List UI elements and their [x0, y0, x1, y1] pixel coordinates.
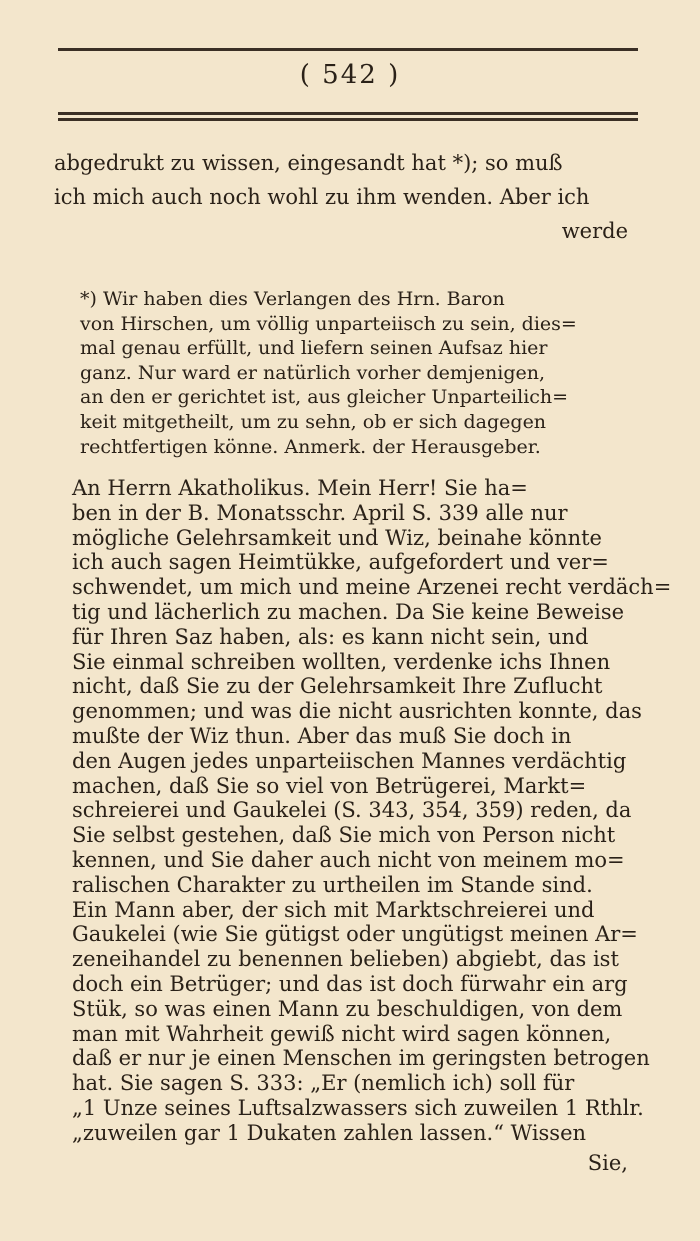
footnote-line: ganz. Nur ward er natürlich vorher demjenigen, — [80, 361, 546, 384]
body-line: Sie selbst gestehen, daß Sie mich von Person nicht — [72, 823, 616, 848]
body-line: Sie einmal schreiben wollten, verdenke ichs Ihnen — [72, 649, 611, 674]
body-line: nicht, daß Sie zu der Gelehrsamkeit Ihre Zuflucht — [72, 674, 603, 699]
footnote-line: von Hirschen, um völlig unparteiisch zu sein, dies= — [80, 312, 577, 335]
body-line: „zuweilen gar 1 Dukaten zahlen lassen.“ Wissen — [72, 1120, 587, 1145]
body-line: hat. Sie sagen S. 333: „Er (nemlich ich) soll für — [72, 1071, 575, 1096]
body-line: schreierei und Gaukelei (S. 343, 354, 359) reden, da — [72, 798, 632, 823]
body-line: genommen; und was die nicht ausrichten konnte, das — [72, 699, 642, 724]
body-line: ich auch sagen Heimtükke, aufgefordert und ver= — [72, 550, 609, 575]
body-line: zeneihandel zu benennen belieben) abgiebt, das ist — [72, 947, 619, 972]
body-line: den Augen jedes unparteiischen Mannes verdächtig — [72, 748, 627, 773]
footnote-line: *) Wir haben dies Verlangen des Hrn. Baron — [80, 288, 505, 310]
body-line: Ein Mann aber, der sich mit Marktschreierei und — [72, 897, 595, 922]
header-rule-double-1 — [58, 112, 638, 115]
main-line: werde — [561, 219, 628, 243]
footnote-line: rechtfertigen könne. Anmerk. der Herausgeber. — [80, 435, 541, 458]
body-line: mußte der Wiz thun. Aber das muß Sie doch in — [72, 724, 572, 748]
footnote-line: keit mitgetheilt, um zu sehn, ob er sich dagegen — [80, 411, 547, 433]
catchword: Sie, — [587, 1151, 628, 1175]
body-line: Gaukelei (wie Sie gütigst oder ungütigst meinen Ar= — [72, 922, 638, 947]
body-line: An Herrn Akatholikus. Mein Herr! Sie ha= — [72, 476, 528, 500]
main-line: ich mich auch noch wohl zu ihm wenden. Aber ich — [54, 185, 590, 209]
header-rule-top — [58, 48, 638, 51]
body-line: daß er nur je einen Menschen im geringsten betrogen — [72, 1046, 650, 1071]
body-line: mögliche Gelehrsamkeit und Wiz, beinahe könnte — [72, 525, 602, 550]
body-line: ralischen Charakter zu urtheilen im Stande sind. — [72, 872, 593, 897]
footnote-line: an den er gerichtet ist, aus gleicher Unparteilich= — [80, 386, 569, 409]
body-line: ben in der B. Monatsschr. April S. 339 alle nur — [72, 500, 568, 525]
page-number: ( 542 ) — [299, 60, 401, 90]
header-rule-double-2 — [58, 118, 638, 121]
body-line: doch ein Betrüger; und das ist doch fürwahr ein arg — [72, 972, 628, 996]
body-line: für Ihren Saz haben, als: es kann nicht sein, und — [72, 624, 589, 649]
main-line: abgedrukt zu wissen, eingesandt hat *); so muß — [54, 151, 563, 175]
footnote-line: mal genau erfüllt, und liefern seinen Aufsaz hier — [80, 337, 548, 360]
body-line: machen, daß Sie so viel von Betrügerei, Markt= — [72, 773, 587, 798]
body-line: schwendet, um mich und meine Arzenei recht verdäch= — [72, 575, 672, 600]
body-line: kennen, und Sie daher auch nicht von meinem mo= — [72, 848, 625, 872]
body-line: „1 Unze seines Luftsalzwassers sich zuweilen 1 Rthlr. — [72, 1096, 644, 1120]
body-line: Stük, so was einen Mann zu beschuldigen, von dem — [72, 996, 623, 1021]
body-line: tig und lächerlich zu machen. Da Sie keine Beweise — [72, 600, 625, 624]
body-line: man mit Wahrheit gewiß nicht wird sagen können, — [72, 1021, 612, 1046]
